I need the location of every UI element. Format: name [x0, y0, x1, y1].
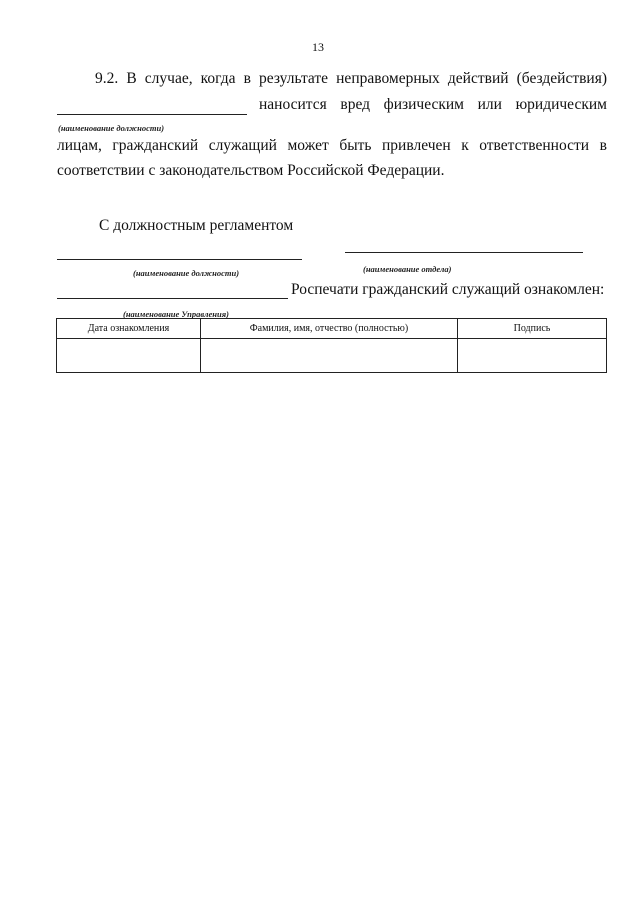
directorate-blank-line: [57, 298, 288, 299]
paragraph-line-4: соответствии с законодательством Российской Федерации.: [57, 162, 445, 179]
word: действий: [447, 70, 509, 87]
paragraph-line-3: [57, 137, 607, 155]
word: 9.2.: [95, 70, 119, 87]
word: неправомерных: [336, 70, 440, 87]
word: может: [287, 137, 329, 154]
caption-department: (наименование отдела): [363, 264, 452, 274]
word: юридическим: [515, 96, 607, 113]
caption-position: (наименование должности): [58, 123, 165, 133]
word: быть: [339, 137, 372, 154]
table-row: [57, 339, 607, 373]
position-blank-line: [57, 114, 247, 115]
position-blank-line: [57, 259, 302, 260]
word: наносится: [259, 96, 327, 113]
table-cell-signature[interactable]: [458, 339, 607, 373]
paragraph-line-1: [95, 70, 607, 88]
word: гражданский: [112, 137, 199, 154]
regulation-heading: С должностным регламентом: [99, 217, 294, 234]
word: лицам,: [57, 137, 102, 154]
paragraph-line-2: [259, 96, 607, 114]
table-cell-full-name[interactable]: [201, 339, 458, 373]
caption-directorate: (наименование Управления): [123, 309, 229, 319]
word: служащий: [208, 137, 277, 154]
word: вред: [340, 96, 371, 113]
word: привлечен: [382, 137, 451, 154]
word: к: [461, 137, 469, 154]
acknowledgement-text: Роспечати гражданский служащий ознакомлен:: [291, 281, 605, 298]
table-header-row: [57, 319, 607, 339]
column-header-full-name: Фамилия, имя, отчество (полностью): [201, 319, 458, 339]
column-header-date: Дата ознакомления: [57, 319, 201, 339]
word: в: [599, 137, 607, 154]
word: В: [126, 70, 137, 87]
word: результате: [259, 70, 329, 87]
word: (бездействия): [516, 70, 607, 87]
word: в: [243, 70, 251, 87]
caption-position: (наименование должности): [133, 268, 240, 278]
word: физическим: [383, 96, 464, 113]
page-number: 13: [312, 40, 324, 54]
word: случае,: [144, 70, 193, 87]
word: когда: [200, 70, 236, 87]
word: или: [477, 96, 502, 113]
column-header-signature: Подпись: [458, 319, 607, 339]
department-blank-line: [345, 252, 583, 253]
acknowledgement-table: [56, 318, 607, 373]
word: ответственности: [479, 137, 590, 154]
table-cell-date[interactable]: [57, 339, 201, 373]
